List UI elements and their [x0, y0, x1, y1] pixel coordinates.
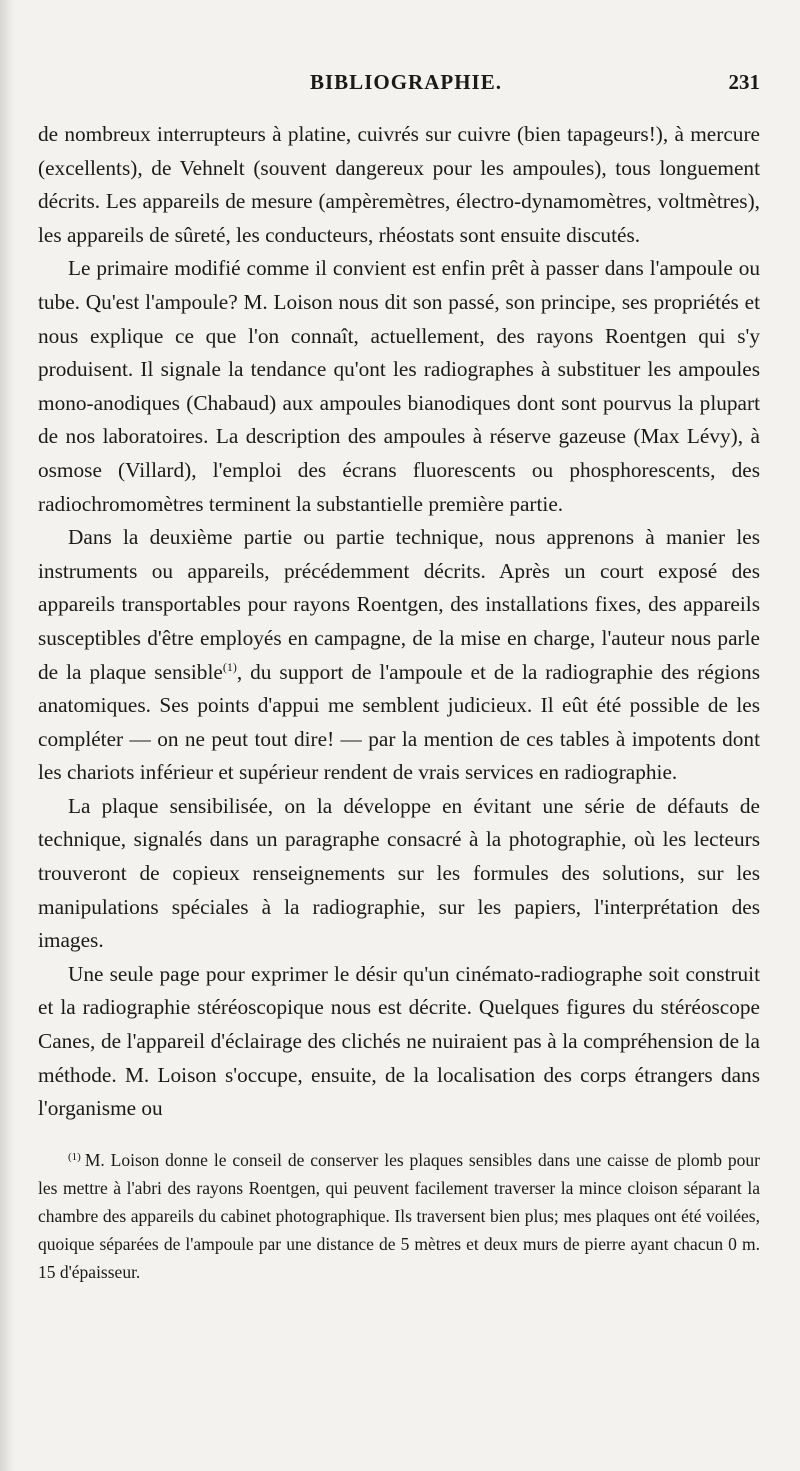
paragraph-2: Le primaire modifié comme il convient est enfin prêt à passer dans l'ampoule ou tube. Qu'est l'ampoule? M. Loison nous dit son passé, son principe, ses propriétés et nous explique ce que l'on connaît, actuellement, des rayons Roentgen qui s'y produisent. Il signale la tendance qu'ont les radiographes à substituer les ampoules mono-anodiques (Chabaud) aux ampoules bianodiques dont sont pourvus la plupart de nos laboratoires. La description des ampoules à réserve gazeuse (Max Lévy), à osmose (Villard), l'emploi des écrans fluorescents ou phosphorescents, des radiochromomètres terminent la substantielle première partie.: [38, 256, 760, 516]
page-number: 231: [728, 70, 760, 94]
scan-edge: [0, 0, 14, 1471]
body-text: [38, 118, 760, 1126]
footnote-mark: (1): [68, 1150, 81, 1163]
paragraph-3-text-b: , du support de l'ampoule et de la radiographie des régions anatomiques. Ses points d'appui me semblent judicieux. Il eût été possible de les compléter — on ne peut tout dire! — par la mention de ces tables à impotents dont les chariots inférieur et supérieur rendent de vrais services en radiographie.: [38, 659, 760, 785]
footnote: [38, 1146, 760, 1286]
page-header: [38, 70, 760, 110]
book-page: [38, 70, 760, 1286]
paragraph-4: La plaque sensibilisée, on la développe en évitant une série de défauts de technique, signalés dans un paragraphe consacré à la photographie, où les lecteurs trouveront de copieux renseignements sur les formules des solutions, sur les manipulations spéciales à la radiographie, sur les papiers, l'interprétation des images.: [38, 793, 760, 953]
paragraph-1: de nombreux interrupteurs à platine, cuivrés sur cuivre (bien tapageurs!), à mercure (excellents), de Vehnelt (souvent dangereux pour les ampoules), tous longuement décrits. Les appareils de mesure (ampèremètres, électro-dynamomètres, voltmètres), les appareils de sûreté, les conducteurs, rhéostats sont ensuite discutés.: [38, 122, 760, 247]
paragraph-3-text-a: Dans la deuxième partie ou partie technique, nous apprenons à manier les instruments ou appareils, précédemment décrits. Après un court exposé des appareils transportables pour rayons Roentgen, des installations fixes, des appareils susceptibles d'être employés en campagne, de la mise en charge, l'auteur nous parle de la plaque sensible: [38, 525, 760, 684]
paragraph-5: Une seule page pour exprimer le désir qu'un cinémato-radiographe soit construit et la radiographie stéréoscopique nous est décrite. Quelques figures du stéréoscope Canes, de l'appareil d'éclairage des clichés ne nuiraient pas à la compréhension de la méthode. M. Loison s'occupe, ensuite, de la localisation des corps étrangers dans l'organisme ou: [38, 961, 760, 1121]
footnote-text: M. Loison donne le conseil de conserver les plaques sensibles dans une caisse de plomb pour les mettre à l'abri des rayons Roentgen, qui peuvent facilement traverser la mince cloison séparant la chambre des appareils du cabinet photographique. Ils traversent bien plus; mes plaques ont été voilées, quoique séparées de l'ampoule par une distance de 5 mètres et deux murs de pierre ayant chacun 0 m. 15 d'épaisseur.: [38, 1149, 760, 1282]
paragraph-3: [38, 521, 760, 790]
running-title: BIBLIOGRAPHIE.: [310, 70, 502, 94]
footnote-reference: (1): [222, 659, 237, 674]
